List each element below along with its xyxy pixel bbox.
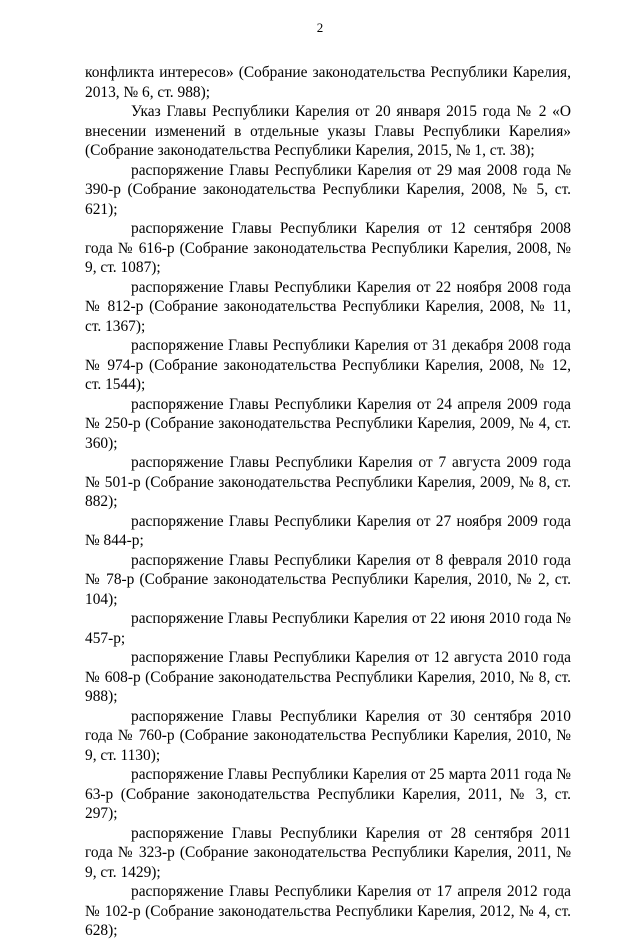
paragraph: распоряжение Главы Республики Карелия от 12 августа 2010 года № 608-р (Собрание законодательства Республики Карелия, 2010, № 8, ст. 988); — [85, 649, 571, 705]
paragraph: распоряжение Главы Республики Карелия от 30 сентября 2010 года № 760-р (Собрание законодательства Республики Карелия, 2010, № 9, ст. 1130); — [85, 707, 571, 764]
paragraph: распоряжение Главы Республики Карелия от 25 марта 2011 года № 63-р (Собрание законодательства Республики Карелия, 2011, № 3, ст. 297); — [85, 766, 571, 822]
paragraph: распоряжение Главы Республики Карелия от 28 сентября 2011 года № 323-р (Собрание законодательства Республики Карелия, 2011, № 9, ст. 1429); — [85, 824, 571, 881]
paragraph: распоряжение Главы Республики Карелия от 31 декабря 2008 года № 974-р (Собрание законодательства Республики Карелия, 2008, № 12, ст. 1544); — [85, 337, 571, 393]
paragraph: распоряжение Главы Республики Карелия от 24 апреля 2009 года № 250-р (Собрание законодательства Республики Карелия, 2009, № 4, ст. 360); — [85, 395, 571, 452]
document-body — [85, 63, 571, 941]
paragraph: распоряжение Главы Республики Карелия от 29 мая 2008 года № 390-р (Собрание законодательства Республики Карелия, 2008, № 5, ст. 621); — [85, 161, 571, 218]
paragraph: конфликта интересов» (Собрание законодательства Республики Карелия, 2013, № 6, ст. 988); — [85, 64, 571, 101]
paragraph: распоряжение Главы Республики Карелия от 8 февраля 2010 года № 78-р (Собрание законодательства Республики Карелия, 2010, № 2, ст. 104); — [85, 551, 571, 608]
paragraph: распоряжение Главы Республики Карелия от 7 августа 2009 года № 501-р (Собрание законодательства Республики Карелия, 2009, № 8, ст. 882); — [85, 454, 571, 510]
paragraph: Указ Главы Республики Карелия от 20 января 2015 года № 2 «О внесении изменений в отдельные указы Главы Республики Карелия» (Собрание законодательства Республики Карелия, 2015, № 1, ст. 38); — [85, 103, 571, 159]
paragraph: распоряжение Главы Республики Карелия от 12 сентября 2008 года № 616-р (Собрание законодательства Республики Карелия, 2008, № 9, ст. 1087); — [85, 220, 571, 276]
paragraph: распоряжение Главы Республики Карелия от 22 ноября 2008 года № 812-р (Собрание законодательства Республики Карелия, 2008, № 11, ст. 1367); — [85, 278, 571, 335]
paragraph: распоряжение Главы Республики Карелия от 22 июня 2010 года № 457-р; — [85, 610, 571, 647]
paragraph: распоряжение Главы Республики Карелия от 17 апреля 2012 года № 102-р (Собрание законодательства Республики Карелия, 2012, № 4, ст. 628); — [85, 883, 571, 939]
paragraph: распоряжение Главы Республики Карелия от 27 ноября 2009 года № 844-р; — [85, 512, 571, 549]
page-number: 2 — [316, 20, 324, 35]
